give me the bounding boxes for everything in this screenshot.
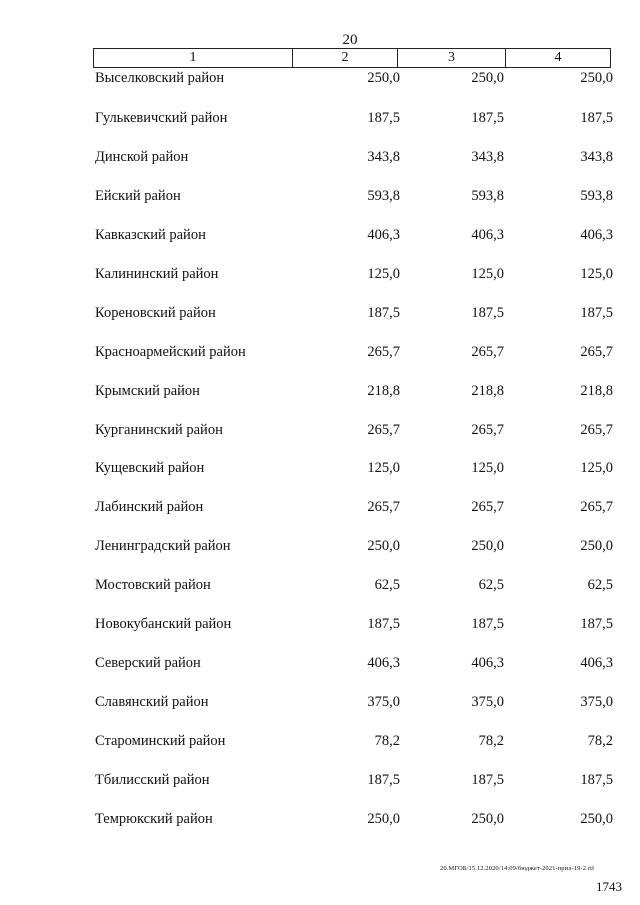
table-row: [0, 536, 640, 556]
district-name: Кореновский район: [95, 305, 216, 321]
district-name: Кущевский район: [95, 460, 205, 476]
page-number: 20: [342, 32, 358, 48]
value-col-2: 375,0: [367, 694, 400, 710]
table-row: [0, 381, 640, 401]
header-col-2: 2: [293, 49, 398, 67]
value-col-3: 406,3: [471, 655, 504, 671]
table-header: [93, 48, 611, 68]
value-col-4: 125,0: [580, 460, 613, 476]
table-row: [0, 147, 640, 167]
value-col-4: 265,7: [580, 422, 613, 438]
value-col-3: 265,7: [471, 344, 504, 360]
value-col-4: 343,8: [580, 149, 613, 165]
table-row: [0, 809, 640, 829]
value-col-2: 125,0: [367, 266, 400, 282]
value-col-3: 406,3: [471, 227, 504, 243]
value-col-4: 250,0: [580, 811, 613, 827]
district-name: Выселковский район: [95, 70, 225, 86]
value-col-3: 187,5: [471, 772, 504, 788]
district-name: Тбилисский район: [95, 772, 210, 788]
table-row: [0, 731, 640, 751]
value-col-4: 187,5: [580, 110, 613, 126]
district-name: Крымский район: [95, 383, 200, 399]
value-col-2: 62,5: [374, 577, 400, 593]
header-col-4: 4: [554, 50, 562, 65]
value-col-3: 187,5: [471, 616, 504, 632]
value-col-3: 250,0: [471, 538, 504, 554]
district-name: Кавказский район: [95, 227, 206, 243]
value-col-3: 187,5: [471, 110, 504, 126]
value-col-4: 406,3: [580, 655, 613, 671]
value-col-4: 265,7: [580, 344, 613, 360]
value-col-4: 187,5: [580, 772, 613, 788]
district-name: Гулькевичский район: [95, 110, 228, 126]
value-col-2: 265,7: [367, 499, 400, 515]
value-col-3: 265,7: [471, 422, 504, 438]
value-col-2: 187,5: [367, 110, 400, 126]
value-col-4: 187,5: [580, 616, 613, 632]
value-col-3: 78,2: [478, 733, 504, 749]
value-col-2: 187,5: [367, 616, 400, 632]
value-col-3: 125,0: [471, 266, 504, 282]
value-col-3: 343,8: [471, 149, 504, 165]
table-row: [0, 575, 640, 595]
value-col-3: 250,0: [471, 811, 504, 827]
value-col-4: 250,0: [580, 538, 613, 554]
value-col-4: 218,8: [580, 383, 613, 399]
value-col-3: 187,5: [471, 305, 504, 321]
value-col-3: 218,8: [471, 383, 504, 399]
footer-file-code: 20.МГОБ/15.12.2020/14:09/бюджет-2021-прил-19-2.rtf: [440, 865, 595, 872]
table-row: [0, 420, 640, 440]
value-col-2: 343,8: [367, 149, 400, 165]
value-col-2: 187,5: [367, 772, 400, 788]
value-col-2: 218,8: [367, 383, 400, 399]
table-row: [0, 342, 640, 362]
value-col-4: 265,7: [580, 499, 613, 515]
table-row: [0, 614, 640, 634]
table-row: [0, 225, 640, 245]
table-row: [0, 303, 640, 323]
table-row: [0, 264, 640, 284]
table-row: [0, 186, 640, 206]
district-name: Северский район: [95, 655, 201, 671]
value-col-2: 250,0: [367, 70, 400, 86]
value-col-2: 406,3: [367, 655, 400, 671]
value-col-4: 250,0: [580, 70, 613, 86]
value-col-2: 187,5: [367, 305, 400, 321]
table-row: [0, 458, 640, 478]
district-name: Ленинградский район: [95, 538, 231, 554]
header-col-1: 1: [94, 49, 293, 67]
value-col-2: 125,0: [367, 460, 400, 476]
header-col-3: 3: [398, 49, 506, 67]
district-name: Славянский район: [95, 694, 209, 710]
district-name: Темрюкский район: [95, 811, 213, 827]
district-name: Лабинский район: [95, 499, 204, 515]
value-col-2: 250,0: [367, 811, 400, 827]
district-name: Новокубанский район: [95, 616, 232, 632]
table-row: [0, 497, 640, 517]
table-row: [0, 68, 640, 88]
value-col-4: 187,5: [580, 305, 613, 321]
value-col-4: 593,8: [580, 188, 613, 204]
value-col-2: 265,7: [367, 344, 400, 360]
value-col-3: 62,5: [478, 577, 504, 593]
value-col-4: 78,2: [587, 733, 613, 749]
value-col-4: 406,3: [580, 227, 613, 243]
value-col-3: 265,7: [471, 499, 504, 515]
table-row: [0, 653, 640, 673]
district-name: Курганинский район: [95, 422, 223, 438]
value-col-3: 250,0: [471, 70, 504, 86]
district-name: Староминский район: [95, 733, 226, 749]
district-name: Ейский район: [95, 188, 181, 204]
district-name: Мостовский район: [95, 577, 211, 593]
value-col-2: 406,3: [367, 227, 400, 243]
district-name: Динской район: [95, 149, 189, 165]
district-name: Красноармейский район: [95, 344, 246, 360]
table-row: [0, 770, 640, 790]
value-col-2: 250,0: [367, 538, 400, 554]
value-col-3: 375,0: [471, 694, 504, 710]
value-col-3: 125,0: [471, 460, 504, 476]
value-col-2: 78,2: [374, 733, 400, 749]
value-col-3: 593,8: [471, 188, 504, 204]
value-col-2: 265,7: [367, 422, 400, 438]
value-col-4: 375,0: [580, 694, 613, 710]
table-row: [0, 692, 640, 712]
table-row: [0, 108, 640, 128]
value-col-4: 62,5: [587, 577, 613, 593]
sheet-number: 1743: [596, 879, 622, 894]
value-col-2: 593,8: [367, 188, 400, 204]
value-col-4: 125,0: [580, 266, 613, 282]
district-name: Калининский район: [95, 266, 219, 282]
